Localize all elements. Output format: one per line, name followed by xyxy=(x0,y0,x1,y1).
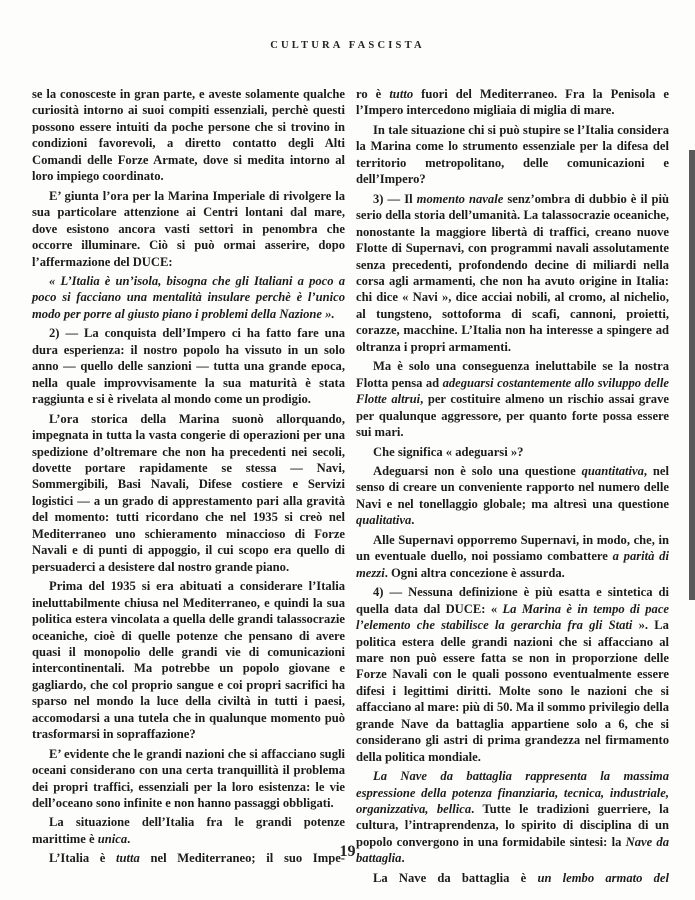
text-run: fuori del Mediterraneo. Fra la Penisola e l’Impero intercedono migliaia di miglia di mare. xyxy=(356,87,669,118)
italic-text-run: Nave da battaglia xyxy=(356,834,669,866)
text-run: . xyxy=(411,513,415,528)
italic-text-run: qualitativa xyxy=(356,513,412,528)
paragraph xyxy=(32,188,345,270)
text-run: 4) — Nessuna definizione è più esatta e sintetica di quella data dal DUCE: « xyxy=(356,585,669,616)
text-run: . xyxy=(127,831,131,846)
italic-text-run: adeguarsi costantemente allo sviluppo delle Flotte altrui xyxy=(356,375,670,407)
paragraph xyxy=(356,532,669,581)
italic-text-run: unica xyxy=(97,831,128,846)
text-run: ». La politica estera delle grandi nazioni che si affacciano al mare non può essere fatta se non in proporzione delle Forze Navali con le quali possono eventualmente essere difesi i legittimi diritti. Molte sono le nazioni che si affacciano al mare: più di 50. Ma il sommo privilegio della grande Nave da battaglia appartiene solo a 6, che si considerano gli astri di prima grandezza nel firmamento della politica mondiale. xyxy=(356,618,669,764)
right-column xyxy=(356,86,669,889)
text-run: . xyxy=(401,851,405,866)
text-run: senz’ombra di dubbio è il più serio della storia dell’umanità. La talassocrazie oceaniche, nonostante la maggiore libertà di traffici, creano nuove Flotte di Supernavi, con programmi navali assolutamente senza precedenti, profondendo decine di miliardi nella corsa agli armamenti, che non ha avuto origine in Italia: chi dice « Navi », dice acciai nobili, al cromo, al nichelio, al tungsteno, sottoforma di scafi, cannoni, proietti, corazze, macchine. L’Italia non ha interesse a spingere ad oltranza i propri armamenti. xyxy=(356,191,670,354)
text-run: . Tutte le tradizioni guerriere, la cultura, l’intraprendenza, lo spirito di disciplina di un popolo convergono in una formidabile sintesi: la xyxy=(356,802,669,849)
text-run: Alle Supernavi opporremo Supernavi, in modo, che, in un eventuale duello, noi possiamo combattere xyxy=(356,532,669,564)
paragraph xyxy=(356,870,669,886)
paragraph xyxy=(356,444,669,460)
left-column xyxy=(32,86,345,870)
running-header: CULTURA FASCISTA xyxy=(270,40,425,51)
text-run: E’ evidente che le grandi nazioni che si affacciano sugli oceani considerano con una certa tranquillità il problema dei propri traffici, essenziali per la loro esistenza: le vie dell’oceano sono infinite e non hanno passaggi obbligati. xyxy=(32,746,345,811)
paragraph xyxy=(32,746,345,812)
text-run: L’Italia è xyxy=(49,851,117,866)
italic-text-run: quantitativa xyxy=(581,463,644,478)
text-run: , nel senso di creare un conveniente rapporto nel numero delle Navi e nel tonellaggio globale; ma altresì una questione xyxy=(356,463,669,511)
italic-text-run: momento navale xyxy=(416,191,504,206)
paragraph xyxy=(356,584,669,765)
italic-text-run: tutto xyxy=(389,87,414,101)
paragraph xyxy=(356,122,669,188)
italic-text-run: un lembo armato del xyxy=(537,870,670,885)
paragraph xyxy=(32,578,345,743)
text-run: nel Mediterraneo; il suo Impe- xyxy=(139,851,345,866)
italic-text-run: tutta xyxy=(116,851,140,866)
paragraph xyxy=(32,411,345,576)
italic-text-run: « L’Italia è un’isola, bisogna che gli Italiani a poco a poco si facciano una mentalità insulare perchè è l’unico modo per porre al giusto piano i problemi della Nazione ». xyxy=(32,273,345,321)
text-run: Che significa « adeguarsi »? xyxy=(373,444,524,459)
paragraph xyxy=(32,86,345,185)
paragraph xyxy=(32,273,345,322)
text-run: L’ora storica della Marina suonò allorquando, impegnata in tutta la vasta congerie di operazioni per una spedizione d’oltremare che non ha precedenti nei secoli, dovette portare rapidamente se stessa — Navi, Sommergibili, Basi Navali, Difese costiere e Servizi logistici — a un grado di apprestamento pari alla gravità del momento: tutti ricordano che nel 1935 si creò nel Mediterraneo uno schieramento minaccioso di Forze Navali e di punti di appoggio, il cui scopo era quello di persuaderci a desistere dal nostro grande piano. xyxy=(32,411,345,574)
text-run: , per costituire almeno un rischio assai grave per qualunque aggressore, per quanto forte possa essere sui mari. xyxy=(356,392,669,440)
text-run: La situazione dell’Italia fra le grandi potenze marittime è xyxy=(32,815,345,846)
text-run: 3) — Il xyxy=(373,191,417,206)
text-run: Ma è solo una conseguenza ineluttabile se la nostra Flotta pensa ad xyxy=(356,359,669,390)
paragraph xyxy=(356,358,669,440)
paragraph xyxy=(356,463,669,529)
text-run: . Ogni altra concezione è assurda. xyxy=(384,565,565,580)
paragraph xyxy=(356,191,669,356)
italic-text-run: La Nave da battaglia rappresenta la massima espressione della potenza finanziaria, tecnica, industriale, organizzativa, bellica xyxy=(356,769,669,817)
text-run: In tale situazione chi si può stupire se l’Italia considera la Marina come lo strumento essenziale per la difesa del territorio metropolitano, delle comunicazioni e dell’Impero? xyxy=(356,122,669,187)
text-run: ro è xyxy=(356,87,390,101)
italic-text-run: La Marina è in tempo di pace l’elemento che stabilisce la gerarchia fra gli Stati xyxy=(356,601,669,633)
text-run: Prima del 1935 si era abituati a considerare l’Italia ineluttabilmente chiusa nel Mediterraneo, e quindi la sua politica estera vincolata a quella delle grandi talassocrazie oceaniche, cioè di quelle potenze che pensano di avere quasi il monopolio delle grandi vie di comunicazioni intercontinentali. Ma potrebbe un popolo giovane e gagliardo, che col proprio sangue e coi propri sacrifici ha sparso nel mondo la luce della civiltà in tutti i paesi, accomodarsi a una tutela che in qualunque momento può trasformarsi in sopraffazione? xyxy=(32,579,345,742)
page-number: 19 xyxy=(339,843,356,860)
italic-text-run: a parità di mezzi xyxy=(356,549,669,580)
text-run: La Nave da battaglia è xyxy=(373,870,538,885)
text-run: 2) — La conquista dell’Impero ci ha fatto fare una dura esperienza: il nostro popolo ha vissuto in un solo anno — quello delle sanzioni — tutta una grande epoca, nella quale improvvisamente la sua maturità è stata raggiunta e si è rivelata al mondo come un prodigio. xyxy=(32,326,345,407)
paragraph xyxy=(32,325,345,407)
scan-edge-shadow xyxy=(689,150,695,600)
text-run: E’ giunta l’ora per la Marina Imperiale di rivolgere la sua particolare attenzione ai Centri lontani dal mare, dove esistono ancora vasti settori in penombra che occorre illuminare. Ciò si può ormai asserire, dopo l’affermazione del DUCE: xyxy=(32,188,345,269)
text-run: se la conosceste in gran parte, e aveste solamente qualche curiosità intorno ai suoi compiti essenziali, perchè questi possono essere intuiti da poche persone che si trovino in condizioni favorevoli, a diretto contatto degli Alti Comandi delle Forze Armate, dove si medita intorno al loro impiego coordinato. xyxy=(32,87,345,184)
text-run: Adeguarsi non è solo una questione xyxy=(373,463,582,478)
paragraph xyxy=(356,86,669,119)
